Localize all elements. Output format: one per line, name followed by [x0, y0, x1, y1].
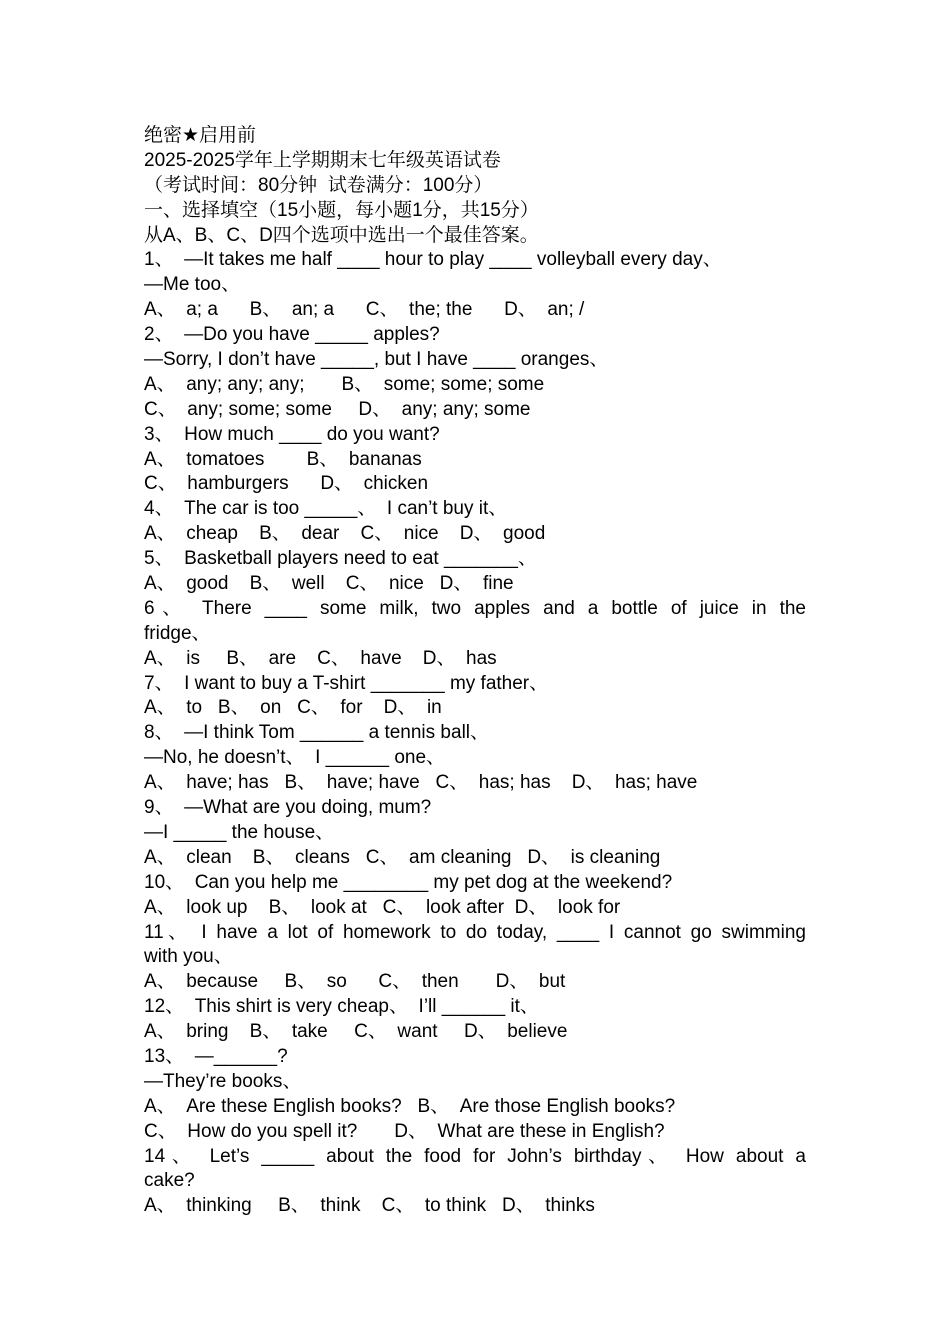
question-14-stem: 14、 Let’s _____ about the food for John’s birthday、 How about a — [144, 1145, 806, 1167]
exam-title: 2025-2025学年上学期期末七年级英语试卷 — [144, 149, 501, 171]
question-2-reply: —Sorry, I don’t have _____, but I have ____ oranges、 — [144, 349, 609, 371]
question-3-options-cd: C、 hamburgers D、 chicken — [144, 473, 429, 495]
section-instruction: 从A、B、C、D四个选项中选出一个最佳答案。 — [144, 224, 539, 246]
question-12-options: A、 bring B、 take C、 want D、 believe — [144, 1021, 568, 1043]
question-2-options-cd: C、 any; some; some D、 any; any; some — [144, 398, 531, 420]
document-body — [144, 124, 806, 1219]
question-10-options: A、 look up B、 look at C、 look after D、 look for — [144, 896, 621, 918]
question-2-options-ab: A、 any; any; any; B、 some; some; some — [144, 373, 545, 395]
question-13-options-cd: C、 How do you spell it? D、 What are these in English? — [144, 1120, 665, 1142]
question-1-options: A、 a; a B、 an; a C、 the; the D、 an; / — [144, 299, 585, 321]
question-11-stem: 11、 I have a lot of homework to do today, ____ I cannot go swimming — [144, 921, 806, 943]
question-3-options-ab: A、 tomatoes B、 bananas — [144, 448, 422, 470]
question-5-stem: 5、 Basketball players need to eat _______、 — [144, 548, 537, 570]
question-13-reply: —They’re books、 — [144, 1070, 302, 1092]
question-12-stem: 12、 This shirt is very cheap、 I’ll ______ it、 — [144, 996, 539, 1018]
question-2-stem: 2、 —Do you have _____ apples? — [144, 324, 440, 346]
section-heading: 一、选择填空（15小题，每小题1分，共15分） — [144, 199, 539, 221]
question-6-stem: 6、 There ____ some milk, two apples and a bottle of juice in the — [144, 597, 806, 619]
question-7-stem: 7、 I want to buy a T-shirt _______ my father、 — [144, 672, 549, 694]
question-4-stem: 4、 The car is too _____、 I can’t buy it、 — [144, 498, 508, 520]
question-9-stem: 9、 —What are you doing, mum? — [144, 797, 432, 819]
question-14-stem-cont: cake? — [144, 1170, 195, 1192]
question-8-stem: 8、 —I think Tom ______ a tennis ball、 — [144, 722, 490, 744]
question-3-stem: 3、 How much ____ do you want? — [144, 423, 440, 445]
question-9-reply: —I _____ the house、 — [144, 821, 335, 843]
question-8-options: A、 have; has B、 have; have C、 has; has D、 has; have — [144, 772, 698, 794]
question-5-options: A、 good B、 well C、 nice D、 fine — [144, 573, 514, 595]
question-9-options: A、 clean B、 cleans C、 am cleaning D、 is cleaning — [144, 846, 661, 868]
question-4-options: A、 cheap B、 dear C、 nice D、 good — [144, 523, 546, 545]
question-7-options: A、 to B、 on C、 for D、 in — [144, 697, 442, 719]
confidential-mark: 绝密★启用前 — [144, 125, 257, 146]
question-8-reply: —No, he doesn’t、 I ______ one、 — [144, 747, 446, 769]
question-11-stem-cont: with you、 — [144, 946, 233, 968]
question-1-reply: —Me too、 — [144, 274, 241, 296]
question-6-stem-cont: fridge、 — [144, 622, 211, 644]
question-10-stem: 10、 Can you help me ________ my pet dog at the weekend? — [144, 871, 673, 893]
question-1-stem: 1、 —It takes me half ____ hour to play ____ volleyball every day、 — [144, 249, 722, 271]
question-14-options: A、 thinking B、 think C、 to think D、 thinks — [144, 1195, 595, 1217]
question-13-stem: 13、 —______? — [144, 1045, 288, 1067]
question-11-options: A、 because B、 so C、 then D、 but — [144, 971, 566, 993]
exam-info: （考试时间：80分钟 试卷满分：100分） — [144, 174, 493, 196]
question-6-options: A、 is B、 are C、 have D、 has — [144, 647, 497, 669]
question-13-options-ab: A、 Are these English books? B、 Are those English books? — [144, 1095, 676, 1117]
